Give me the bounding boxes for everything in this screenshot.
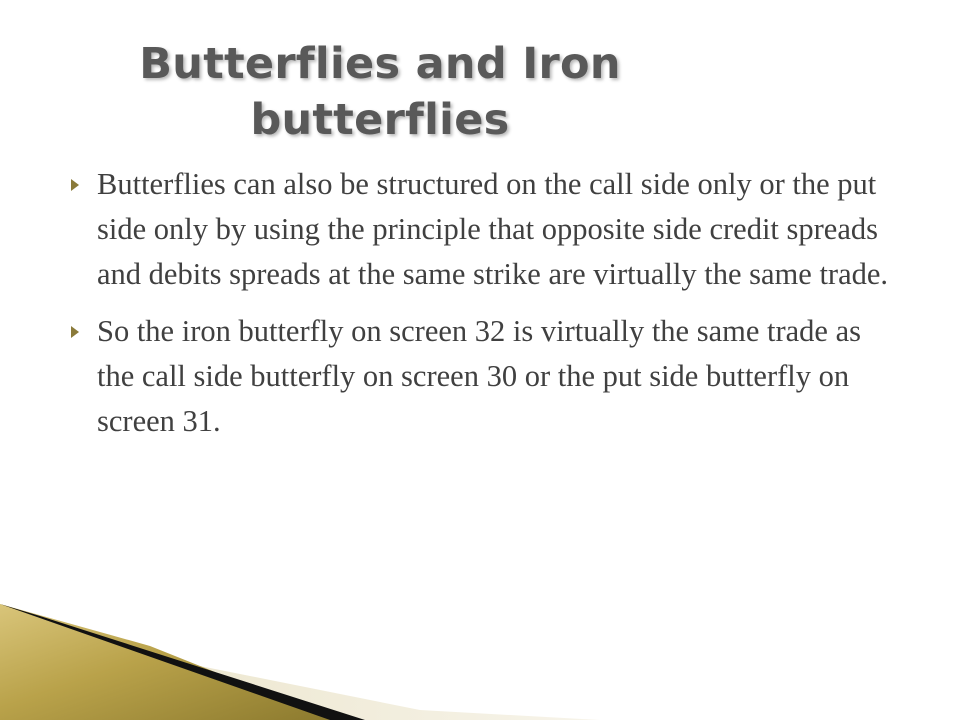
triangle-right-icon xyxy=(71,326,79,338)
bullet-item xyxy=(70,162,900,297)
triangle-right-icon xyxy=(71,179,79,191)
decorative-corner-bands xyxy=(0,560,960,720)
bullet-list xyxy=(70,162,900,456)
slide-title xyxy=(60,36,700,148)
bullet-text: So the iron butterfly on screen 32 is virtually the same trade as the call side butterfly on screen 30 or the put side butterfly on screen 31. xyxy=(97,314,861,438)
bullet-text: Butterflies can also be structured on the call side only or the put side only by using the principle that opposite side credit spreads and debits spreads at the same strike are virtually the same trade. xyxy=(97,167,889,291)
slide-title-line-1: Butterflies and Iron xyxy=(139,39,621,89)
slide-title-line-2: butterflies xyxy=(250,95,510,145)
bullet-item xyxy=(70,309,900,444)
